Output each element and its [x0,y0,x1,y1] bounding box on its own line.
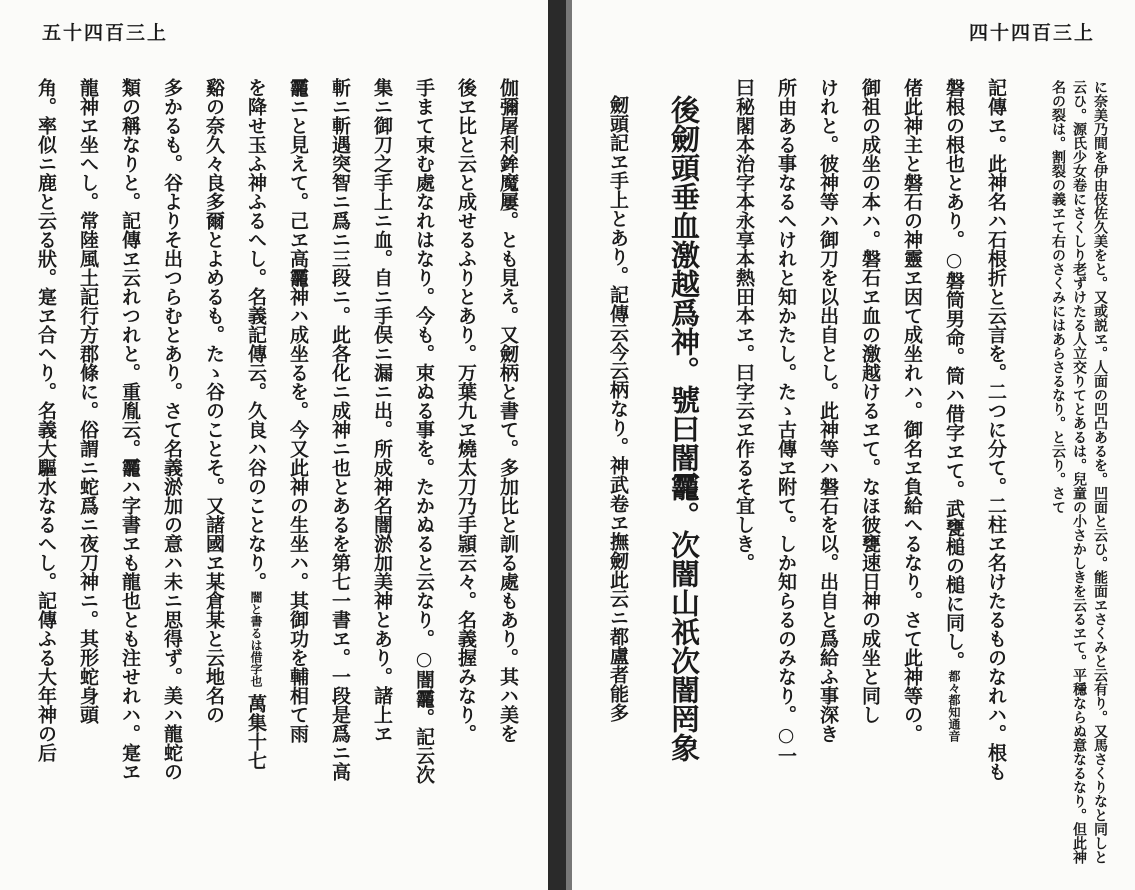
text-column: けれと。彼神等ハ御刀を以出自とし。此神等ハ磐石を以。出自と爲給ふ事深き [817,78,839,743]
text-column [242,78,270,770]
page-header: 四十四百三上 [968,22,1095,44]
small-text-column: に奈美乃間を伊由伎佐久美をと。又或説ヱ。人面の凹凸あるを。凹面と云ひ。能面ヱさくみと云有り。又馬さくりなと同しと云ひ。源氏少女卷にさくしり老ずけたる人立交りてとあるは。兒童の小さかしきを云るヱて。平穩ならぬ意なるなり。但此神名の裂は。割裂の義ヱて右のさくみにはあらさるなり。と云り。さて [1050,80,1108,864]
text-column: 類の稱なりと。記傳ヱ云れつれと。重胤云。龗ハ字書ヱも龍也とも注せれハ。寔ヱ [119,78,141,781]
text-column: 伽彌屠利鉾魔屢。とも見え。又劒柄と書て。多加比と訓る處もあり。其ハ美を [497,78,519,743]
text-column: 龗ニと見えて。己ヱ高龗神ハ成坐るを。今又此神の生坐ハ。其御功を輔相て雨 [287,78,309,743]
text-column [940,78,968,742]
left-page [0,0,548,890]
right-page [572,0,1135,890]
text-column: 多かるも。谷よりそ出つらむとあり。さて名義淤加の意ハ未ニ思得ず。美ハ龍蛇の [161,78,183,781]
text-column: 手まて束む處なれはなり。今も。束ぬる事を。たかぬると云なり。○闇龗。記云次 [413,78,435,784]
text-column: 龍神ヱ坐へし。常陸風土記行方郡條に。俗謂ニ蛇爲ニ夜刀神ニ。其形蛇身頭 [77,78,99,724]
page-header: 五十四百三上 [42,22,169,44]
text-column: 曰秘閣本治字本永享本熱田本ヱ。曰字云ヱ作るそ宜しき。 [733,78,755,572]
annotation: 都々都知通音 [947,670,961,742]
book-spine [548,0,572,890]
text-column: 記傳ヱ。此神名ハ石根折と云言を。二つに分て。二柱ヱ名けたるものなれハ。根も [985,78,1007,781]
text-column: 所由ある事なるへけれと知かたし。たゝ古傳ヱ附て。しか知らるのみなり。○一 [775,78,797,765]
text-column: 偖此神主と磐石の神靈ヱ因て成坐れハ。御名ヱ負給へるなり。さて此神等の。 [901,78,923,743]
text-column: 角。率似ニ鹿と云る狀。寔ヱ合へり。名義大驅水なるへし。記傳ふる大年神の后 [35,78,57,762]
text-column: 劒頭記ヱ手上とあり。記傳云今云柄なり。神武卷ヱ撫劒此云ニ都盧者能多 [607,95,629,722]
text-column: 御祖の成坐の本ハ。磐石ヱ血の激越けるヱて。なほ彼甕速日神の成坐と同し [859,78,881,724]
annotation: 闇と書るは借字也 [249,591,263,687]
text-column: 斬ニ斬遇突智ニ爲ニ三段ニ。此各化ニ成神ニ也とあるを第七一書ヱ。一段是爲ニ高 [329,78,351,781]
main-text-column: 後劒頭垂血激越爲神。號曰闇龗。次闇山祇次闇罔象 [667,95,701,762]
text-column: 谿の奈久々良多爾とよめるも。たゝ谷のことそ。又諸國ヱ某倉某と云地名の [203,78,225,724]
text: 萬集十七 [245,693,267,770]
text: を降せ玉ふ神ふるへし。名義記傳云。久良ハ谷のことなり。 [245,78,267,591]
text-column: 集ニ御刀之手上ニ血。自ニ手俣ニ漏ニ出。所成神名闇淤加美神とあり。諸上ヱ [371,78,393,743]
text: 磐根の根也とあり。○磐筒男命。筒ハ借字ヱて。武甕槌の槌に同し。 [943,78,965,670]
text-column: 後ヱ比と云と成せるふりとあり。万葉九ヱ燒太刀乃手頴云々。名義握みなり。 [455,78,477,743]
